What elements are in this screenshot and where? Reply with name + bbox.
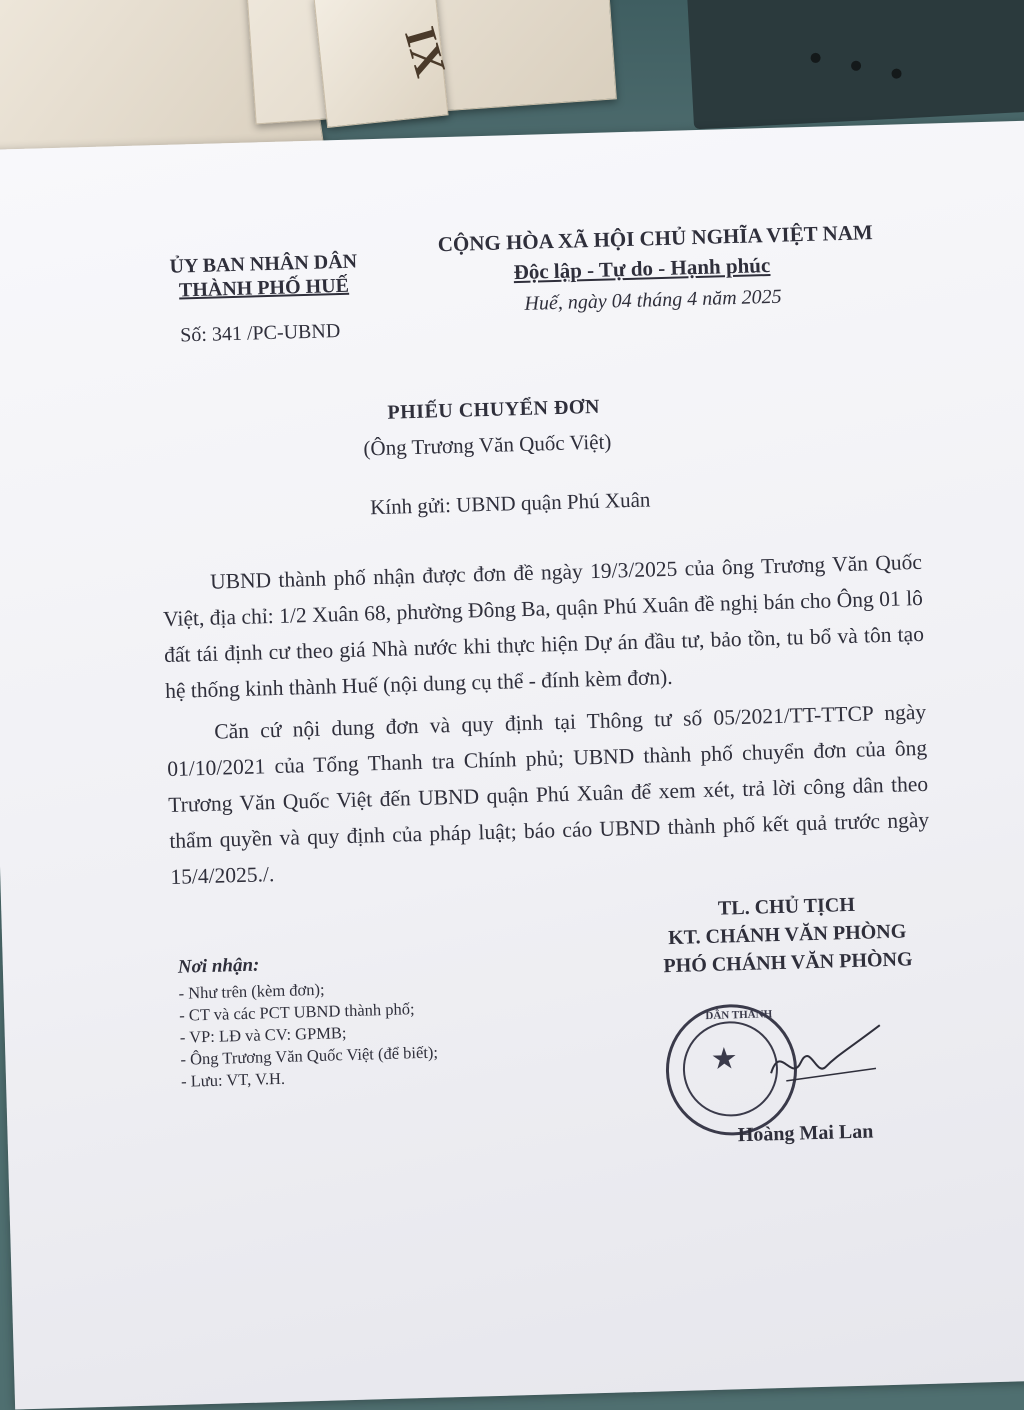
handwritten-signature <box>765 1020 887 1093</box>
packet-label: IX <box>394 21 456 83</box>
device-hole <box>810 53 821 64</box>
document-number: Số: 341 /PC-UBND <box>179 320 341 347</box>
org-name-line2: THÀNH PHỐ HUẾ <box>178 274 350 302</box>
document-page <box>0 120 1024 1409</box>
recipients-heading: Nơi nhận: <box>177 954 260 978</box>
issuing-organization <box>163 249 364 303</box>
recipient-item: - Như trên (kèm đơn); <box>178 979 325 1003</box>
recipient-item: - CT và các PCT UBND thành phố; <box>178 999 415 1025</box>
recipient-line: Kính gửi: UBND quận Phú Xuân <box>369 487 651 520</box>
document-subtitle: (Ông Trương Văn Quốc Việt) <box>363 429 612 461</box>
body-paragraph: UBND thành phố nhận được đơn đề ngày 19/3/2025 của ông Trương Văn Quốc Việt, địa chỉ: 1/2 Xuân 68, phường Đông Ba, quận Phú Xuân đề nghị bán cho Ông 01 lô đất tái định cư theo giá Nhà nước khi thực hiện Dự án đầu tư, bảo tồn, tu bổ và tôn tạo hệ thống kinh thành Huế (nội dung cụ thể - đính kèm đơn). <box>162 549 925 704</box>
national-motto: Độc lập - Tự do - Hạnh phúc <box>513 252 771 285</box>
seal-text: DÂN THÀNH <box>705 1008 773 1023</box>
recipient-item: - Lưu: VT, V.H. <box>180 1068 286 1091</box>
signer-authority-line: KT. CHÁNH VĂN PHÒNG <box>667 920 907 950</box>
document-date: Huế, ngày 04 tháng 4 năm 2025 <box>524 285 782 315</box>
signature-block <box>626 888 948 981</box>
recipient-item: - VP: LĐ và CV: GPMB; <box>179 1023 347 1047</box>
star-icon: ★ <box>710 1042 739 1076</box>
body-paragraph: Căn cứ nội dung đơn và quy định tại Thông tư số 05/2021/TT-TTCP ngày 01/10/2021 của Tổng Thanh tra Chính phủ; UBND thành phố chuyển đơn của ông Trương Văn Quốc Việt đến UBND quận Phú Xuân để xem xét, trả lời công dân theo thẩm quyền và quy định của pháp luật; báo cáo UBND thành phố kết quả trước ngày 15/4/2025./. <box>167 699 930 889</box>
recipients-list <box>178 976 439 1093</box>
device-hole <box>851 61 862 72</box>
snack-packet <box>313 0 456 128</box>
signer-position: PHÓ CHÁNH VĂN PHÒNG <box>663 948 913 978</box>
document-title: PHIẾU CHUYỂN ĐƠN <box>387 395 601 424</box>
signer-name: Hoàng Mai Lan <box>737 1120 874 1147</box>
device-hole <box>891 68 902 79</box>
signer-authority-line: TL. CHỦ TỊCH <box>717 893 856 920</box>
org-name-line1: ỦY BAN NHÂN DÂN <box>169 250 358 278</box>
national-title: CỘNG HÒA XÃ HỘI CHỦ NGHĨA VIỆT NAM <box>437 220 874 257</box>
recipient-item: - Ông Trương Văn Quốc Việt (để biết); <box>180 1042 439 1069</box>
document-body <box>162 544 931 901</box>
dark-device <box>686 0 1024 129</box>
